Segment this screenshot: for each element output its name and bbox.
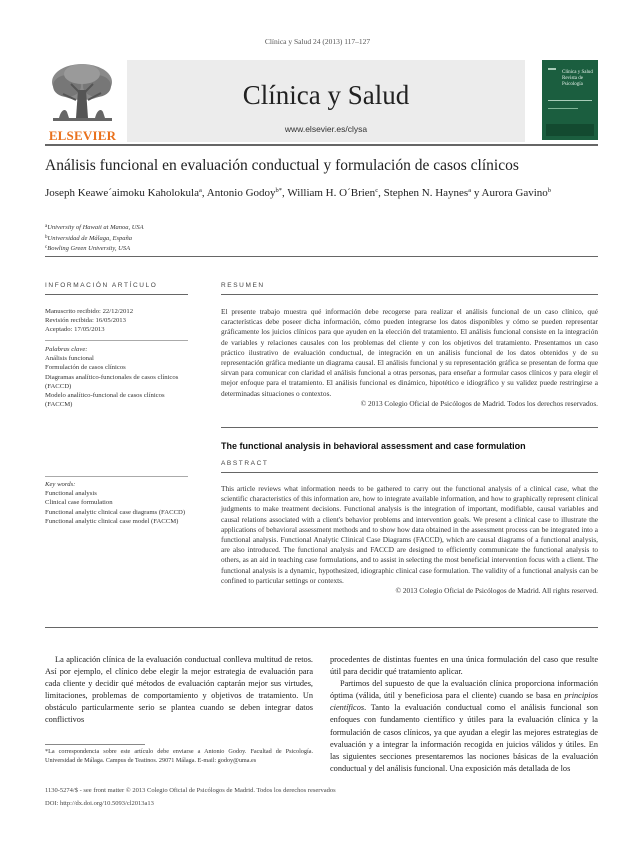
keywords-es-list [45,354,188,409]
journal-title: Clínica y Salud [242,80,410,110]
body-column-right [330,654,598,775]
body-emphasis: principios científicos [330,691,598,713]
body-paragraph [330,678,598,775]
resumen-text: El presente trabajo muestra qué información debe recogerse para realizar el análisis funcional de un caso clínico, qué características debe poseer dicha información, cómo pueden integrarse los datos disponibles y cómo se pueden representar gráficamente los juicios clínicos para que ayuden en la elección del tratamiento. El análisis funcional consiste en la integración de variables y relaciones causales con los problemas del cliente y con los objetivos del tratamiento. Presentamos un caso práctico ilustrativo de evaluación conductual, de integración en un análisis funcional de los datos obtenidos y de su representación gráfica mediante un diagrama causal. El análisis funcional y su representación gráfica se presentan de forma que sirvan para comunicar con claridad el análisis funcional a otras personas, para enseñar a formular casos clínicos y para elegir el mejor enfoque para el tratamiento. El análisis funcional es dinámico, hipotético e idiográfico y su validez puede restringirse a determinadas situaciones o contextos. [221,307,598,398]
author-separator: y [471,187,482,199]
cover-accent [548,68,556,70]
author-affiliation-mark: b [547,187,552,194]
body-column-left [45,654,313,727]
article-history [45,307,188,335]
author-separator: , [378,187,384,199]
resumen-body [221,307,598,409]
keywords-en-list [45,489,188,526]
keyword-item: Clinical case formulation [45,499,113,507]
resumen-rule [221,294,598,295]
author-affiliation-mark: c [375,187,379,194]
history-line: Revisión recibida: 16/05/2013 [45,317,126,325]
body-paragraph: procedentes de distintas fuentes en una única formulación del caso que resulte útil para decidir qué tratamiento aplicar. [330,655,598,677]
journal-masthead [45,60,598,142]
affiliation-text: Bowling Green University, USA [47,245,131,252]
affiliation-mark: a [45,224,48,229]
author-affiliation-mark: b* [275,187,283,194]
body-text: Partimos del supuesto de que la evaluación clínica proporciona información óptima (válida, útil y beneficiosa para el cliente) cuando se basa en [330,679,598,701]
resumen-copyright: © 2013 Colegio Oficial de Psicólogos de Madrid. Todos los derechos reservados. [360,398,598,408]
affiliations [45,222,345,254]
elsevier-wordmark: ELSEVIER [48,128,117,143]
keyword-item: Functional analytic clinical case diagrams (FACCD) [45,508,186,516]
keyword-item: Análisis funcional [45,355,94,363]
author-name: Aurora Gavino [481,187,548,199]
cover-title-line-2: Revista de Psicología [562,76,583,87]
keyword-item: Diagramas analítico-funcionales de casos clínicos (FACCD) [45,373,179,390]
keywords-en [45,480,188,526]
abstract-text: This article reviews what information needs to be gathered to carry out the functional analysis of a clinical case, what the scientific characteristics of this information are, how to integrate available information, and how to graphically represent clinical judgments to make treatment decisions. Functional analysis is the integration of important, modifiable, causal variables and causal relations associated with a client's behavior problems and intervention goals. We present a clinical case to illustrate the applications of behavioral assessment methods and to show how data obtained in the assessment process can be integrated into a functional analysis. Functional Analytic Clinical Case Diagrams (FACCD), which are causal diagrams of a functional analysis, are also introduced. The functional analysis and FACCD are designed to efficiently communicate the functional analysis to others, as an aid in teaching case formulations, and to assist in selecting the most beneficial intervention focus with a client. The functional analysis is a dynamic, hypothesized, idiographic clinical case formulation. The validity of a functional analysis can be confined to particular settings or contexts. [221,484,598,585]
correspondence-footnote: *La correspondencia sobre este artículo debe enviarse a Antonio Godoy. Facultad de Psicología. Universidad de Málaga. Campus de Teatinos. 29071 Málaga. E-mail: godoy@uma.es [45,748,313,764]
abstract-heading: ABSTRACT [221,460,269,467]
history-line: Manuscrito recibido: 22/12/2012 [45,308,134,315]
article-title: Análisis funcional en evaluación conductual y formulación de casos clínicos [45,157,519,174]
author-separator: , [282,187,288,199]
author-separator: , [201,187,207,199]
keywords-en-title: Key words: [45,481,76,488]
history-line: Aceptado: 17/05/2013 [45,326,105,334]
elsevier-tree-icon [45,60,120,126]
author-list [45,183,598,201]
journal-cover-thumbnail [542,60,598,140]
abstract-rule [221,472,598,473]
author-name: William H. O´Brien [287,187,376,199]
history-rule [45,340,188,341]
elsevier-logo [45,60,120,142]
resumen-heading: RESUMEN [221,282,265,289]
affiliation-mark: c [45,245,48,250]
cover-divider [548,100,592,101]
resumen-end-rule [221,427,598,428]
abstract-end-rule [45,627,598,628]
issn-line: 1130-5274/$ - see front matter © 2013 Colegio Oficial de Psicólogos de Madrid. Todos los derechos reservados [45,787,336,794]
footnote-rule [45,744,145,745]
cover-title-line-1: Clínica y Salud [562,70,593,75]
article-info-heading: INFORMACIÓN ARTÍCULO [45,282,158,289]
journal-band [127,60,525,142]
author-name: Antonio Godoy [206,187,276,199]
affiliation-mark: b [45,234,48,240]
body-paragraph: La aplicación clínica de la evaluación conductual conlleva multitud de retos. Así por ejemplo, el clínico debe elegir la mejor estrategia de evaluación para cada cliente y decidir qué métodos de evaluación captarán mejor sus virtudes, limitaciones, problemas de comportamiento y objetivos de tratamiento. Un obstáculo particularmente serio se plantea cuando se deben integrar datos conflictivos [45,655,313,725]
doi-link[interactable]: DOI: http://dx.doi.org/10.5093/cl2013a13 [45,800,154,807]
keyword-item: Modelo analítico-funcional de casos clínicos (FACCM) [45,392,165,409]
article-info-rule [45,294,188,295]
affiliation-line [45,222,345,233]
cover-divider [548,108,578,109]
running-head: Clínica y Salud 24 (2013) 117–127 [264,37,371,46]
author-affiliation-mark: a [198,187,202,194]
author-name: Joseph Keawe´aimoku Kaholokula [45,187,199,199]
english-title: The functional analysis in behavioral assessment and case formulation [221,441,526,451]
affiliation-text: University of Hawaii at Manoa, USA [47,224,144,231]
abstract-body [221,484,598,596]
body-text: . Tanto la evaluación conductual como el análisis funcional son enfoques con fundamento científico y útiles para la evaluación clínica y la formulación de casos clínicos, ya que ayudan a elegir las mejores estrategias de evaluación y a integrar la información recogida en juicios válidos y útiles. En las siguientes secciones presentaremos las nociones básicas de la evaluación conductual y del análisis funcional. Una exposición más detallada de los [330,703,598,773]
cover-title [562,70,598,88]
keywords-es [45,345,188,409]
resumen-section [221,282,598,289]
journal-url-link[interactable]: www.elsevier.es/clysa [284,124,368,134]
abstract-section [221,460,598,467]
keyword-item: Formulación de casos clínicos [45,364,126,372]
author-name: Stephen N. Haynes [383,187,469,199]
affiliation-line [45,243,345,254]
keywords-es-title: Palabras clave: [45,346,88,353]
abstract-copyright: © 2013 Colegio Oficial de Psicólogos de Madrid. All rights reserved. [395,586,598,596]
keyword-item: Functional analysis [45,490,97,498]
author-affiliation-mark: a [468,187,472,194]
keywords-rule [45,476,188,477]
affiliation-text: Universidad de Málaga, España [47,234,132,242]
masthead-rule [45,144,598,146]
cover-footer [546,124,594,136]
affiliation-line [45,233,345,244]
section-rule [45,256,598,257]
keyword-item: Functional analytic clinical case model (FACCM) [45,517,179,525]
